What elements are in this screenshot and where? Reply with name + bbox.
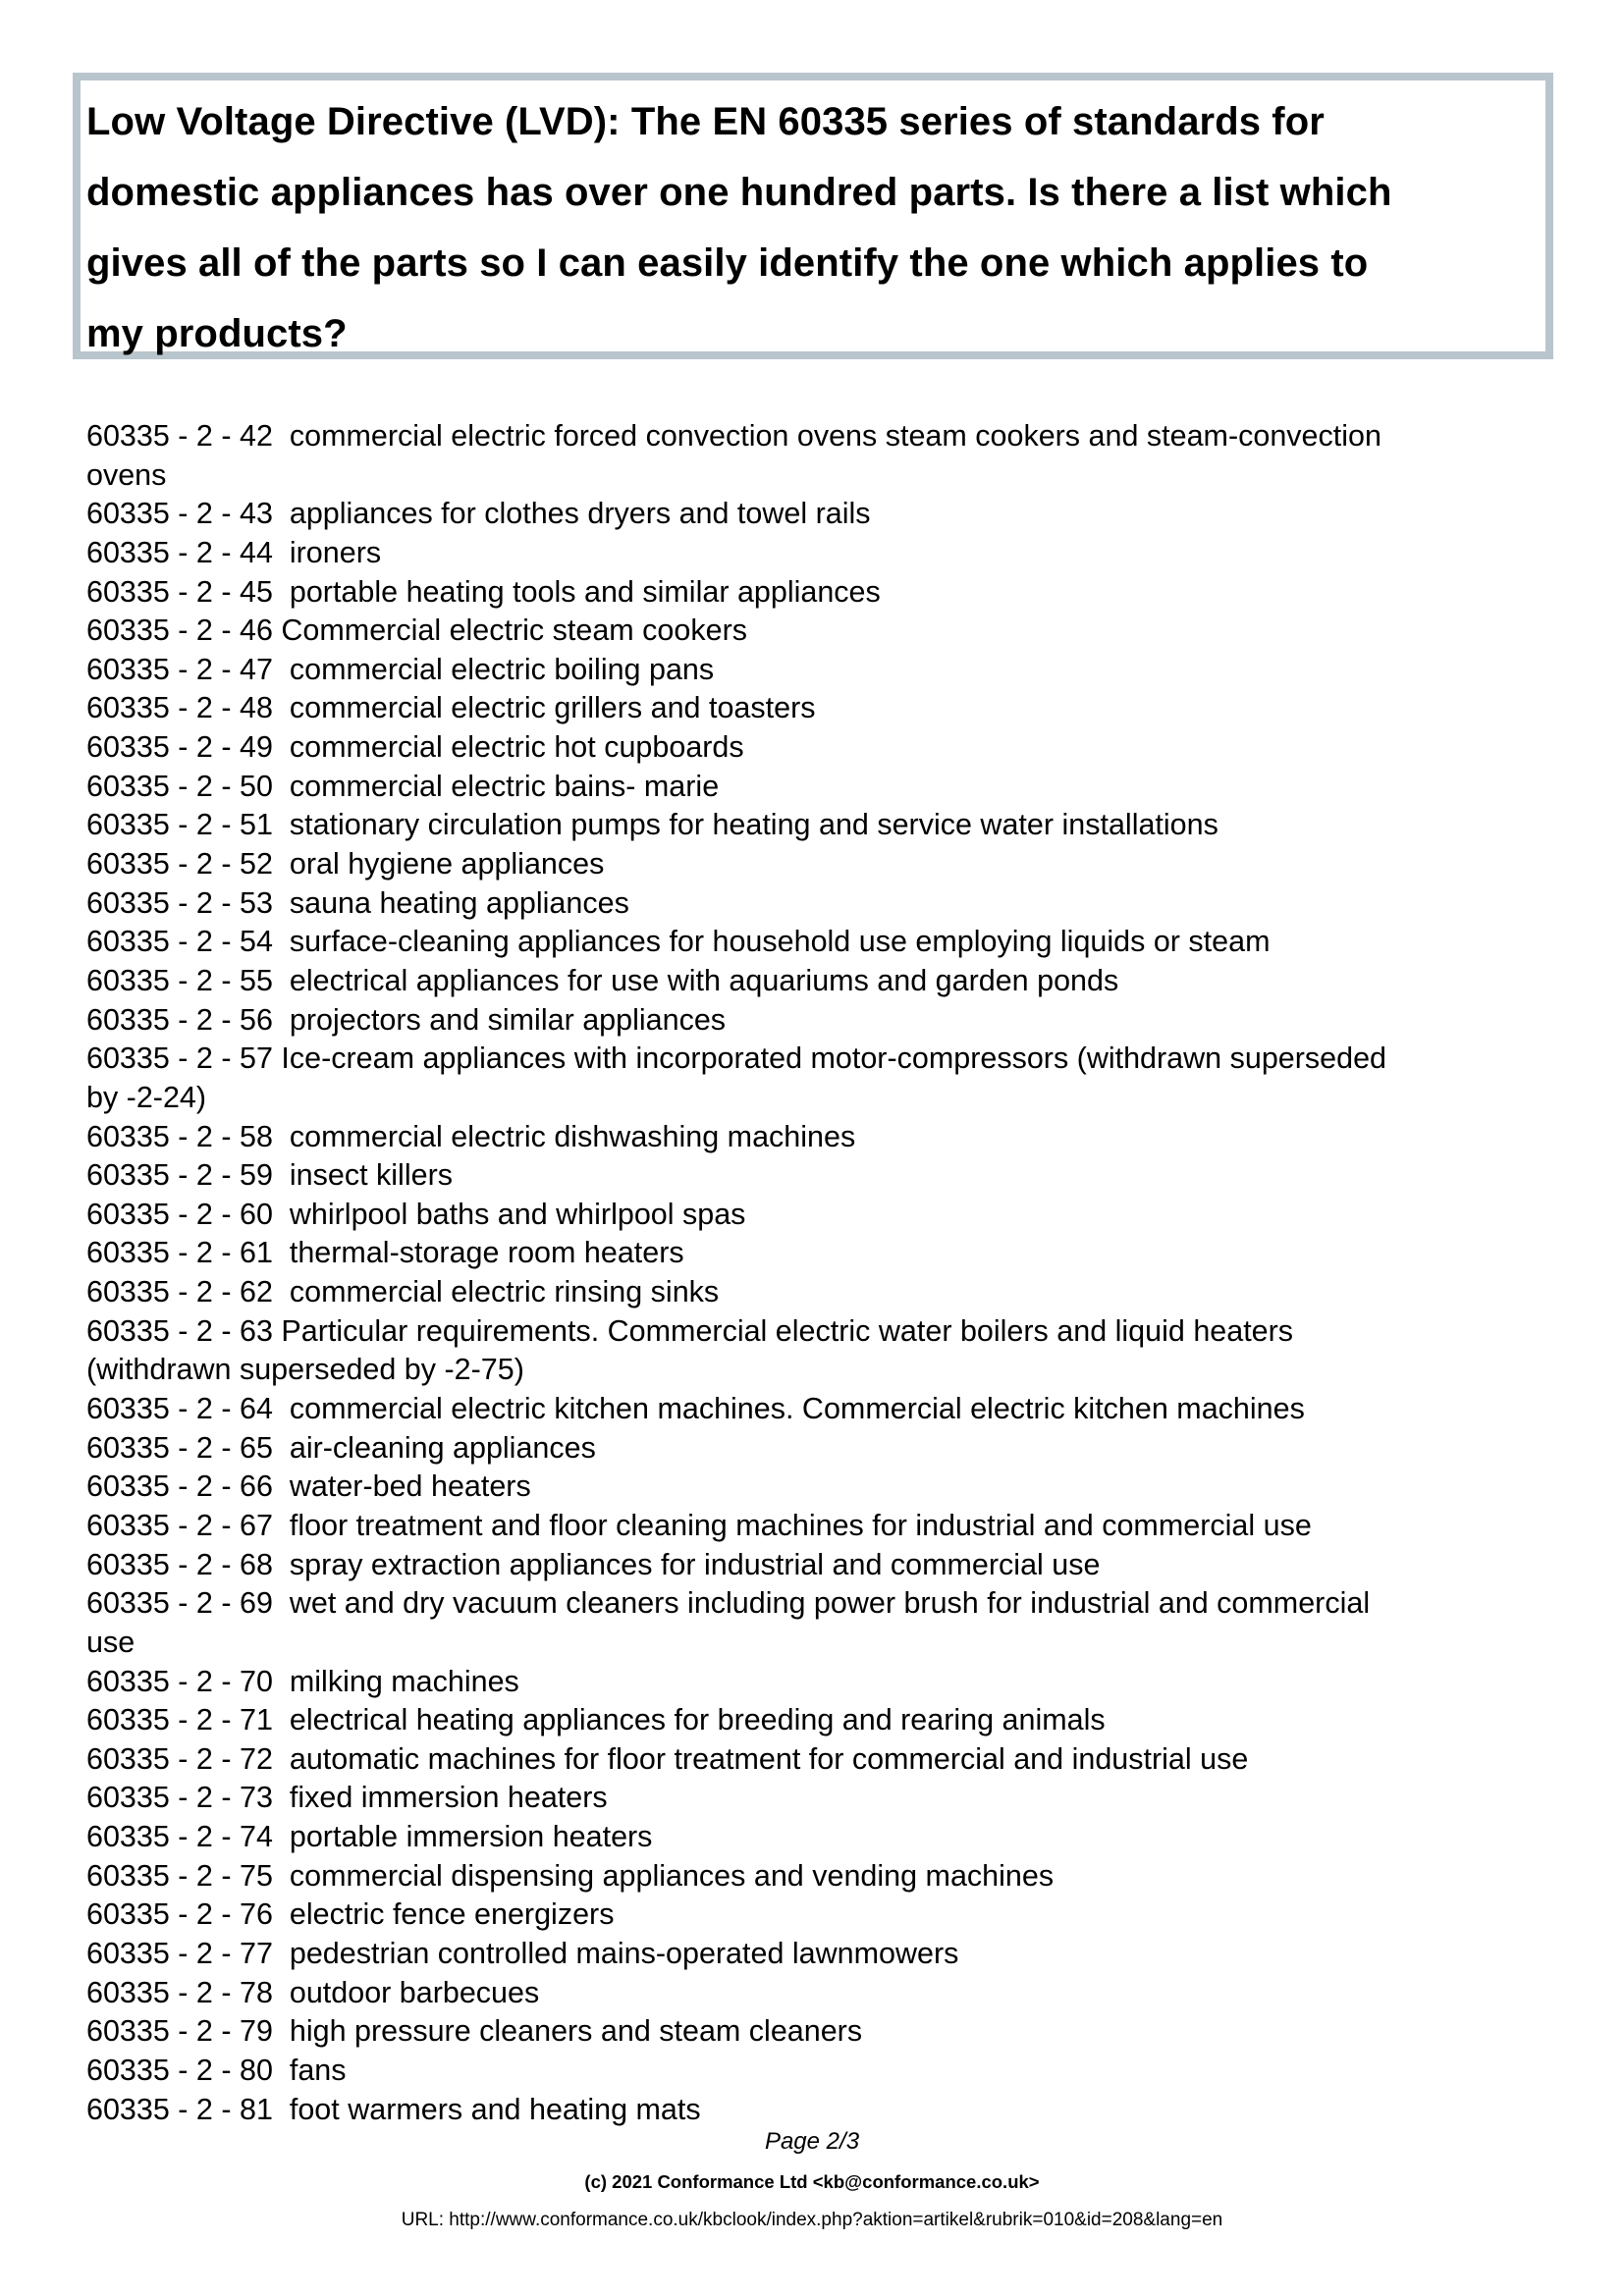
part-number: 60335 - 2 - 62 bbox=[86, 1275, 273, 1309]
part-item bbox=[86, 651, 1559, 690]
part-number: 60335 - 2 - 63 bbox=[86, 1313, 273, 1348]
part-separator bbox=[273, 1120, 290, 1153]
part-item bbox=[86, 962, 1559, 1001]
part-item bbox=[86, 1156, 1559, 1196]
part-description: commercial electric bains- marie bbox=[289, 769, 720, 803]
part-number: 60335 - 2 - 76 bbox=[86, 1897, 273, 1932]
part-item bbox=[86, 1390, 1559, 1429]
part-number: 60335 - 2 - 58 bbox=[86, 1119, 273, 1153]
part-description: commercial dispensing appliances and vending machines bbox=[289, 1858, 1055, 1893]
part-description: fans bbox=[289, 2053, 347, 2087]
part-item bbox=[86, 884, 1559, 924]
part-description: Commercial electric steam cookers bbox=[281, 614, 747, 648]
part-item bbox=[86, 1546, 1559, 1585]
part-description: electric fence energizers bbox=[289, 1897, 615, 1932]
part-item bbox=[86, 573, 1559, 613]
part-item bbox=[86, 1312, 1559, 1352]
part-separator bbox=[273, 1275, 290, 1308]
part-number: 60335 - 2 - 54 bbox=[86, 925, 273, 959]
question-line: Low Voltage Directive (LVD): The EN 60335 series of standards for bbox=[86, 100, 1325, 143]
part-description: appliances for clothes dryers and towel rails bbox=[289, 497, 871, 531]
part-item bbox=[86, 2052, 1559, 2091]
part-number: 60335 - 2 - 59 bbox=[86, 1158, 273, 1193]
part-item bbox=[86, 806, 1559, 845]
part-number: 60335 - 2 - 78 bbox=[86, 1975, 273, 2009]
question-line: domestic appliances has over one hundred parts. Is there a list which bbox=[86, 171, 1392, 214]
part-separator bbox=[273, 2014, 290, 2048]
part-separator bbox=[273, 1703, 290, 1736]
part-number: 60335 - 2 - 46 bbox=[86, 614, 273, 648]
part-description: Particular requirements. Commercial electric water boilers and liquid heaters bbox=[281, 1313, 1294, 1348]
part-item bbox=[86, 845, 1559, 884]
part-separator bbox=[273, 1003, 290, 1037]
part-item bbox=[86, 689, 1559, 728]
part-item bbox=[86, 1701, 1559, 1740]
part-number: 60335 - 2 - 69 bbox=[86, 1586, 273, 1621]
part-number: 60335 - 2 - 79 bbox=[86, 2014, 273, 2049]
part-description: projectors and similar appliances bbox=[289, 1002, 727, 1037]
part-item bbox=[86, 1118, 1559, 1157]
part-separator bbox=[273, 1820, 290, 1853]
part-separator bbox=[273, 1236, 290, 1269]
part-description: commercial electric kitchen machines. Commercial electric kitchen machines bbox=[289, 1392, 1305, 1426]
part-number: 60335 - 2 - 48 bbox=[86, 691, 273, 725]
part-number: 60335 - 2 - 70 bbox=[86, 1664, 273, 1698]
part-separator bbox=[273, 1937, 290, 1970]
part-number: 60335 - 2 - 60 bbox=[86, 1197, 273, 1231]
part-separator bbox=[273, 1469, 290, 1503]
part-description: foot warmers and heating mats bbox=[289, 2092, 701, 2126]
part-separator bbox=[273, 886, 290, 920]
copyright-notice: (c) 2021 Conformance Ltd <kb@conformance.co.uk> bbox=[584, 2171, 1040, 2192]
part-number: 60335 - 2 - 61 bbox=[86, 1236, 273, 1270]
part-item bbox=[86, 495, 1559, 534]
part-description: commercial electric forced convection ovens steam cookers and steam-convection bbox=[289, 419, 1381, 453]
question-line: my products? bbox=[86, 312, 348, 355]
part-separator bbox=[273, 1509, 290, 1542]
part-separator bbox=[273, 808, 290, 841]
part-separator bbox=[273, 575, 290, 609]
part-separator bbox=[273, 2054, 290, 2087]
part-description-continuation: (withdrawn superseded by -2-75) bbox=[86, 1353, 524, 1387]
part-description: pedestrian controlled mains-operated lawnmowers bbox=[289, 1936, 959, 1970]
part-number: 60335 - 2 - 80 bbox=[86, 2053, 273, 2087]
part-number: 60335 - 2 - 43 bbox=[86, 497, 273, 531]
part-description: electrical appliances for use with aquariums and garden ponds bbox=[289, 963, 1119, 997]
part-item bbox=[86, 923, 1559, 962]
part-number: 60335 - 2 - 49 bbox=[86, 730, 273, 765]
question-line: gives all of the parts so I can easily identify the one which applies to bbox=[86, 241, 1369, 285]
part-description: thermal-storage room heaters bbox=[289, 1236, 684, 1270]
part-number: 60335 - 2 - 55 bbox=[86, 963, 273, 997]
page-number: Page 2/3 bbox=[764, 2128, 860, 2155]
part-number: 60335 - 2 - 77 bbox=[86, 1936, 273, 1970]
part-separator bbox=[273, 1392, 290, 1425]
part-number: 60335 - 2 - 65 bbox=[86, 1430, 273, 1465]
part-number: 60335 - 2 - 57 bbox=[86, 1041, 273, 1076]
question-box bbox=[73, 73, 1553, 359]
part-number: 60335 - 2 - 71 bbox=[86, 1703, 273, 1737]
part-item bbox=[86, 1196, 1559, 1235]
part-number: 60335 - 2 - 74 bbox=[86, 1820, 273, 1854]
source-url[interactable]: URL: http://www.conformance.co.uk/kbclook/index.php?aktion=artikel&rubrik=010&id=208&lang=en bbox=[401, 2210, 1223, 2230]
part-description: wet and dry vacuum cleaners including power brush for industrial and commercial bbox=[289, 1586, 1371, 1621]
part-description: commercial electric hot cupboards bbox=[289, 730, 744, 765]
part-number: 60335 - 2 - 52 bbox=[86, 847, 273, 881]
part-item bbox=[86, 1507, 1559, 1546]
part-separator bbox=[273, 925, 290, 958]
part-description: outdoor barbecues bbox=[289, 1975, 540, 2009]
part-description: Ice-cream appliances with incorporated motor-compressors (withdrawn superseded bbox=[281, 1041, 1387, 1076]
part-separator bbox=[273, 1781, 290, 1814]
part-description-continuation: use bbox=[86, 1625, 135, 1659]
part-separator bbox=[273, 653, 290, 686]
part-description: spray extraction appliances for industrial and commercial use bbox=[289, 1547, 1101, 1581]
part-separator bbox=[273, 1859, 290, 1893]
part-number: 60335 - 2 - 42 bbox=[86, 419, 273, 453]
part-item bbox=[86, 1468, 1559, 1507]
part-item bbox=[86, 1273, 1559, 1312]
part-number: 60335 - 2 - 72 bbox=[86, 1741, 273, 1776]
part-number: 60335 - 2 - 81 bbox=[86, 2092, 273, 2126]
part-description: air-cleaning appliances bbox=[289, 1430, 596, 1465]
part-description: milking machines bbox=[289, 1664, 519, 1698]
part-item bbox=[86, 1040, 1559, 1079]
part-description: oral hygiene appliances bbox=[289, 847, 605, 881]
part-description: floor treatment and floor cleaning machines for industrial and commercial use bbox=[289, 1508, 1312, 1542]
part-description: water-bed heaters bbox=[289, 1469, 531, 1504]
part-number: 60335 - 2 - 51 bbox=[86, 808, 273, 842]
part-item bbox=[86, 1663, 1559, 1702]
part-separator bbox=[273, 847, 290, 881]
part-separator bbox=[273, 964, 290, 997]
part-description: fixed immersion heaters bbox=[289, 1781, 608, 1815]
part-item bbox=[86, 1896, 1559, 1935]
part-item bbox=[86, 1818, 1559, 1857]
part-description: commercial electric rinsing sinks bbox=[289, 1275, 720, 1309]
part-separator bbox=[273, 2093, 290, 2126]
part-number: 60335 - 2 - 68 bbox=[86, 1547, 273, 1581]
part-separator bbox=[273, 497, 290, 530]
part-description: automatic machines for floor treatment for commercial and industrial use bbox=[289, 1741, 1249, 1776]
part-description: sauna heating appliances bbox=[289, 885, 629, 920]
part-number: 60335 - 2 - 50 bbox=[86, 769, 273, 803]
part-number: 60335 - 2 - 53 bbox=[86, 885, 273, 920]
part-number: 60335 - 2 - 47 bbox=[86, 652, 273, 686]
part-description: commercial electric dishwashing machines bbox=[289, 1119, 856, 1153]
part-item bbox=[86, 768, 1559, 807]
part-number: 60335 - 2 - 75 bbox=[86, 1858, 273, 1893]
part-description: ironers bbox=[289, 535, 382, 569]
part-item bbox=[86, 1429, 1559, 1468]
part-separator bbox=[273, 1897, 290, 1931]
part-description: portable heating tools and similar appliances bbox=[289, 574, 881, 609]
part-item bbox=[86, 612, 1559, 651]
part-description: commercial electric grillers and toasters bbox=[289, 691, 816, 725]
part-item bbox=[86, 2091, 1559, 2130]
part-item bbox=[86, 1584, 1559, 1624]
part-description: commercial electric boiling pans bbox=[289, 652, 715, 686]
part-item bbox=[86, 728, 1559, 768]
part-description: surface-cleaning appliances for household use employing liquids or steam bbox=[289, 925, 1271, 959]
part-separator bbox=[273, 1976, 290, 2009]
part-number: 60335 - 2 - 44 bbox=[86, 535, 273, 569]
part-description: high pressure cleaners and steam cleaners bbox=[289, 2014, 863, 2049]
part-separator bbox=[273, 1665, 290, 1698]
part-separator bbox=[273, 1742, 290, 1776]
part-number: 60335 - 2 - 73 bbox=[86, 1781, 273, 1815]
part-item bbox=[86, 1857, 1559, 1896]
part-separator bbox=[273, 1198, 290, 1231]
part-separator bbox=[273, 1158, 290, 1192]
part-description: electrical heating appliances for breeding and rearing animals bbox=[289, 1703, 1106, 1737]
part-description: portable immersion heaters bbox=[289, 1820, 653, 1854]
part-separator bbox=[273, 691, 290, 724]
part-item bbox=[86, 1974, 1559, 2013]
part-item bbox=[86, 1935, 1559, 1974]
part-number: 60335 - 2 - 64 bbox=[86, 1392, 273, 1426]
part-item bbox=[86, 417, 1559, 456]
part-number: 60335 - 2 - 45 bbox=[86, 574, 273, 609]
part-separator bbox=[273, 770, 290, 803]
part-description: insect killers bbox=[289, 1158, 453, 1193]
part-description-continuation: by -2-24) bbox=[86, 1080, 207, 1114]
part-item bbox=[86, 534, 1559, 573]
part-description: whirlpool baths and whirlpool spas bbox=[289, 1197, 746, 1231]
part-item bbox=[86, 1740, 1559, 1780]
part-number: 60335 - 2 - 66 bbox=[86, 1469, 273, 1504]
part-separator bbox=[273, 1586, 290, 1620]
part-item bbox=[86, 2012, 1559, 2052]
part-separator bbox=[273, 1548, 290, 1581]
part-item bbox=[86, 1779, 1559, 1818]
part-separator bbox=[273, 419, 290, 453]
part-number: 60335 - 2 - 56 bbox=[86, 1002, 273, 1037]
part-item bbox=[86, 1001, 1559, 1041]
part-separator bbox=[273, 536, 290, 569]
parts-list bbox=[86, 417, 1559, 2129]
part-separator bbox=[273, 1431, 290, 1465]
part-separator bbox=[273, 730, 290, 764]
part-number: 60335 - 2 - 67 bbox=[86, 1508, 273, 1542]
part-description-continuation: ovens bbox=[86, 457, 167, 492]
part-description: stationary circulation pumps for heating and service water installations bbox=[289, 808, 1218, 842]
part-item bbox=[86, 1234, 1559, 1273]
